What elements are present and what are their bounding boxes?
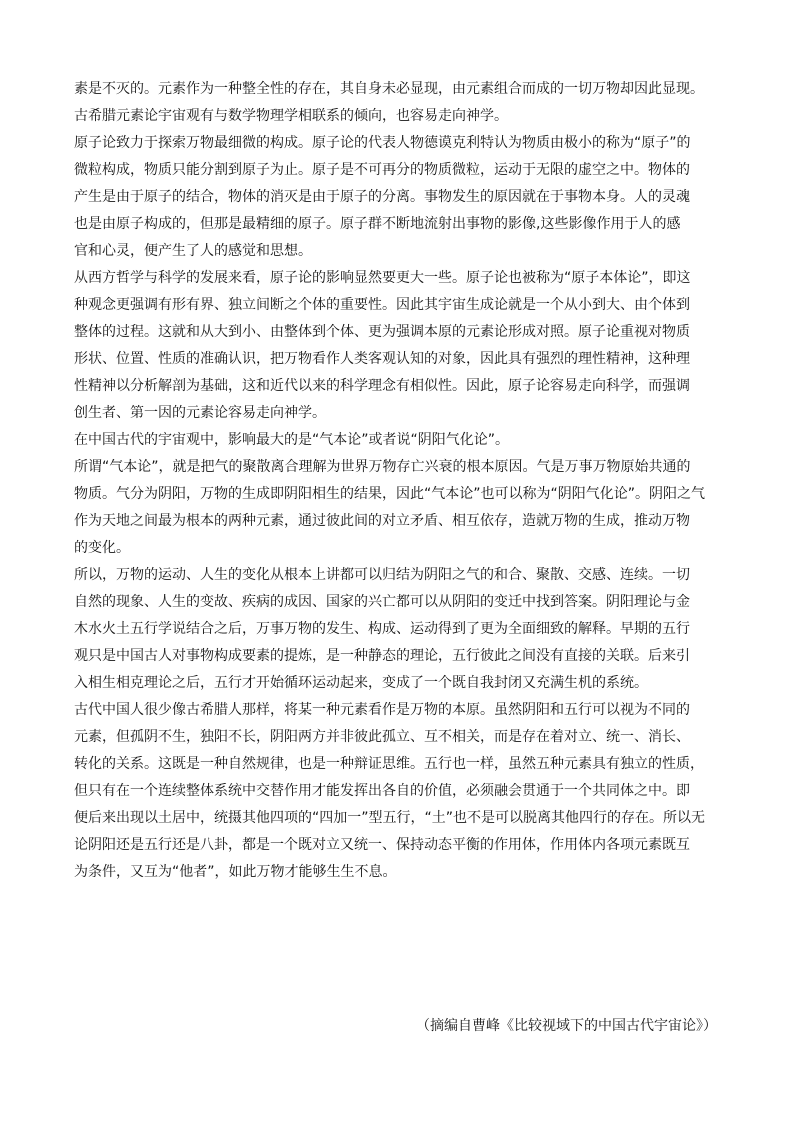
text-line: 性精神以分析解剖为基础，这和近代以来的科学理念有相似性。因此，原子论容易走向科学，而强调 [74,378,690,394]
text-line: 为条件，又互为“他者”，如此万物才能够生生不息。 [74,864,397,880]
text-line: 物质。气分为阴阳，万物的生成即阴阳相生的结果，因此“气本论”也可以称为“阴阳气化论”。阴阳之气 [74,486,706,502]
text-line: 也是由原子构成的，但那是最精细的原子。原子群不断地流射出事物的影像,这些影像作用于人的感 [74,216,681,232]
text-line: 但只有在一个连续整体系统中交替作用才能发挥出各自的价值，必须融会贯通于一个共同体之中。即 [74,783,690,799]
text-line: 微粒构成，物质只能分割到原子为止。原子是不可再分的物质微粒，运动于无限的虚空之中。物体的 [74,162,690,178]
text-line: 形状、位置、性质的准确认识，把万物看作人类客观认知的对象，因此具有强烈的理性精神，这种理 [74,351,690,367]
text-line: 所谓“气本论”，就是把气的聚散离合理解为世界万物存亡兴衰的根本原因。气是万事万物原始共通的 [74,459,691,475]
text-line: 古代中国人很少像古希腊人那样，将某一种元素看作是万物的本原。虽然阴阳和五行可以视为不同的 [74,702,690,718]
text-line: 木水火土五行学说结合之后，万事万物的发生、构成、运动得到了更为全面细致的解释。早期的五行 [74,621,690,637]
text-line: 元素，但孤阴不生，独阳不长，阴阳两方并非彼此孤立、互不相关，而是存在着对立、统一、消长、 [74,729,690,745]
text-line: 整体的过程。这就和从大到小、由整体到个体、更为强调本原的元素论形成对照。原子论重视对物质 [74,324,690,340]
text-line: 便后来出现以土居中，统摄其他四项的“四加一”型五行，“土”也不是可以脱离其他四行的存在。所以无 [74,810,706,826]
text-line: 观只是中国古人对事物构成要素的提炼，是一种静态的理论，五行彼此之间没有直接的关联。后来引 [74,648,690,664]
text-line: 论阴阳还是五行还是八卦，都是一个既对立又统一、保持动态平衡的作用体，作用体内各项元素既互 [74,837,690,853]
text-line: 创生者、第一因的元素论容易走向神学。 [74,405,326,421]
text-line: 的变化。 [74,540,130,556]
text-line: 从西方哲学与科学的发展来看，原子论的影响显然要更大一些。原子论也被称为“原子本体论”，即这 [74,270,691,286]
text-line: 官和心灵，便产生了人的感觉和思想。 [74,243,312,259]
text-line: 古希腊元素论宇宙观有与数学物理学相联系的倾向，也容易走向神学。 [74,108,508,124]
text-line: 原子论致力于探索万物最细微的构成。原子论的代表人物德谟克利特认为物质由极小的称为“原子”的 [74,135,691,151]
text-line: 种观念更强调有形有界、独立间断之个体的重要性。因此其宇宙生成论就是一个从小到大、由个体到 [74,297,690,313]
source-citation: （摘编自曹峰《比较视域下的中国古代宇宙论》） [416,1018,717,1034]
text-line: 转化的关系。这既是一种自然规律，也是一种辩证思维。五行也一样，虽然五种元素具有独立的性质， [74,756,704,772]
text-line: 素是不灭的。元素作为一种整全性的存在，其自身未必显现，由元素组合而成的一切万物却因此显现。 [74,81,704,97]
text-line: 作为天地之间最为根本的两种元素，通过彼此间的对立矛盾、相互依存，造就万物的生成，推动万物 [74,513,690,529]
text-line: 所以，万物的运动、人生的变化从根本上讲都可以归结为阴阳之气的和合、聚散、交感、连续。一切 [74,567,690,583]
text-line: 在中国古代的宇宙观中，影响最大的是“气本论”或者说“阴阳气化论”。 [74,432,510,448]
article-body [74,76,724,886]
text-line: 产生是由于原子的结合，物体的消灭是由于原子的分离。事物发生的原因就在于事物本身。人的灵魂 [74,189,690,205]
text-line: 自然的现象、人生的变故、疾病的成因、国家的兴亡都可以从阴阳的变迁中找到答案。阴阳理论与金 [74,594,690,610]
text-line: 入相生相克理论之后，五行才开始循环运动起来，变成了一个既自我封闭又充满生机的系统。 [74,675,648,691]
